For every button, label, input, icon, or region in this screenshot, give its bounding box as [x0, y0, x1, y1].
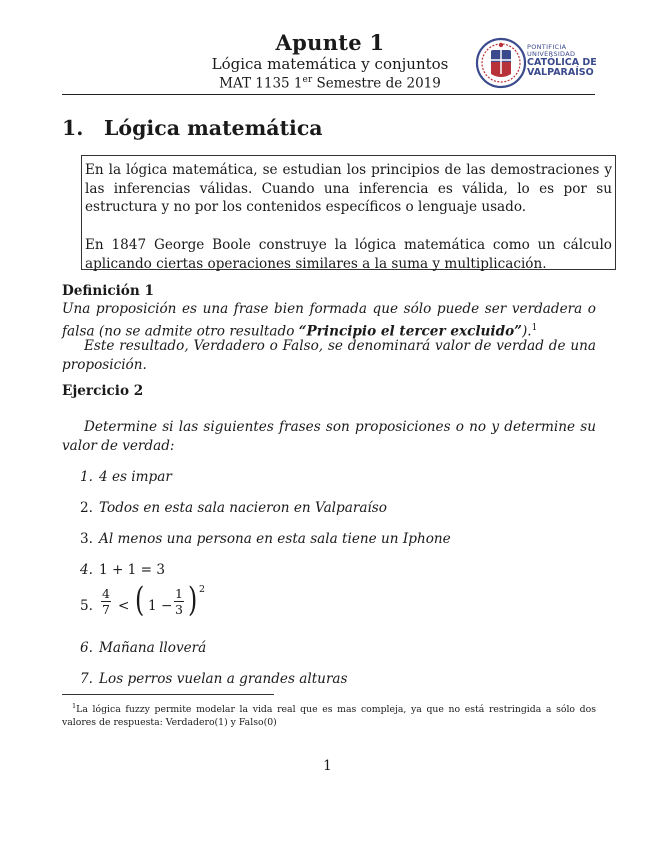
list-item-number: 7. [80, 671, 93, 687]
minus-sign: − [161, 598, 173, 614]
fraction-numerator: 1 [175, 586, 183, 601]
exponent: 2 [199, 584, 206, 595]
list-item-text: Al menos una persona en esta sala tiene un Iphone [99, 531, 451, 547]
definition-title: Definición 1 [62, 283, 154, 299]
list-item-text: Todos en esta sala nacieron en Valparaíso [99, 500, 387, 516]
list-item-text: Los perros vuelan a grandes alturas [99, 671, 348, 687]
list-item-number: 6. [80, 640, 93, 656]
list-item [80, 562, 165, 578]
footnote-divider [62, 694, 274, 695]
footnote-mark: 1 [72, 702, 77, 710]
math-one: 1 [148, 598, 157, 614]
course-prefix: MAT 1135 1 [219, 75, 303, 92]
footnote-text: La lógica fuzzy permite modelar la vida real que es mas compleja, ya que no está restringida a sólo dos valores de respuesta: Verdadero(1) y Falso(0) [62, 704, 596, 729]
list-item [80, 531, 451, 547]
definition-body [62, 300, 596, 341]
exercise-title: Ejercicio 2 [62, 383, 144, 399]
header-divider [62, 94, 595, 95]
list-item [80, 500, 387, 516]
logo-line-1: PONTIFICIA [527, 43, 567, 51]
less-than-sign: < [118, 598, 130, 614]
list-item-number: 2. [80, 500, 93, 516]
university-logo-text [527, 44, 597, 78]
list-item-text: Mañana lloverá [99, 640, 207, 656]
document-subtitle: Lógica matemática y conjuntos [211, 55, 449, 73]
definition-remark: Este resultado, Verdadero o Falso, se denominará valor de verdad de una proposición. [62, 338, 596, 373]
definition-text-b: ). [521, 323, 532, 340]
fraction-denominator: 3 [175, 602, 183, 617]
list-item [80, 640, 206, 656]
fraction-numerator: 4 [102, 586, 110, 601]
fraction-four-sevenths [101, 586, 111, 617]
footnote [62, 700, 596, 729]
list-item-number: 4. [80, 562, 93, 578]
page-number: 1 [323, 758, 332, 774]
logo-line-2: UNIVERSIDAD [527, 49, 576, 58]
list-item-text: 4 es impar [99, 469, 172, 485]
section-heading [62, 116, 323, 140]
right-paren: ) [187, 580, 198, 620]
list-item [80, 469, 172, 485]
logo-line-4: VALPARAÍSO [527, 66, 594, 78]
list-item-text: 1 + 1 = 3 [99, 562, 166, 578]
footnote-reference[interactable]: 1 [531, 322, 538, 333]
section-number: 1. [62, 116, 84, 140]
intro-paragraph-1: En la lógica matemática, se estudian los principios de las demostraciones y las inferencias válidas. Cuando una inferencia es válida, lo es por su estructura y no por los contenidos específicos o lenguaje usado. [85, 162, 612, 215]
definition-principle: “Principio el tercer excluido” [298, 323, 522, 340]
course-superscript: er [302, 75, 313, 85]
fraction-one-third [174, 586, 184, 617]
left-paren: ( [134, 580, 145, 620]
list-item-number: 3. [80, 531, 93, 547]
fraction-denominator: 7 [102, 602, 110, 617]
intro-box [81, 155, 616, 270]
list-item-number: 5. [80, 598, 93, 614]
list-item-number: 1. [80, 469, 93, 485]
list-item [80, 671, 348, 687]
exercise-intro: Determine si las siguientes frases son proposiciones o no y determine su valor de verdad: [62, 419, 596, 454]
logo-line-3: CATÓLICA DE [527, 56, 597, 68]
course-suffix: Semestre de 2019 [312, 75, 441, 92]
document-title: Apunte 1 [275, 30, 385, 55]
course-line [200, 75, 460, 92]
definition-text-a: Una proposición es una frase bien formada que sólo puede ser verdadera o falsa (no se admite otro resultado [62, 301, 596, 340]
section-title: Lógica matemática [104, 116, 323, 140]
intro-paragraph-2: En 1847 George Boole construye la lógica matemática como un cálculo aplicando ciertas operaciones similares a la suma y multiplicación. [85, 237, 612, 272]
